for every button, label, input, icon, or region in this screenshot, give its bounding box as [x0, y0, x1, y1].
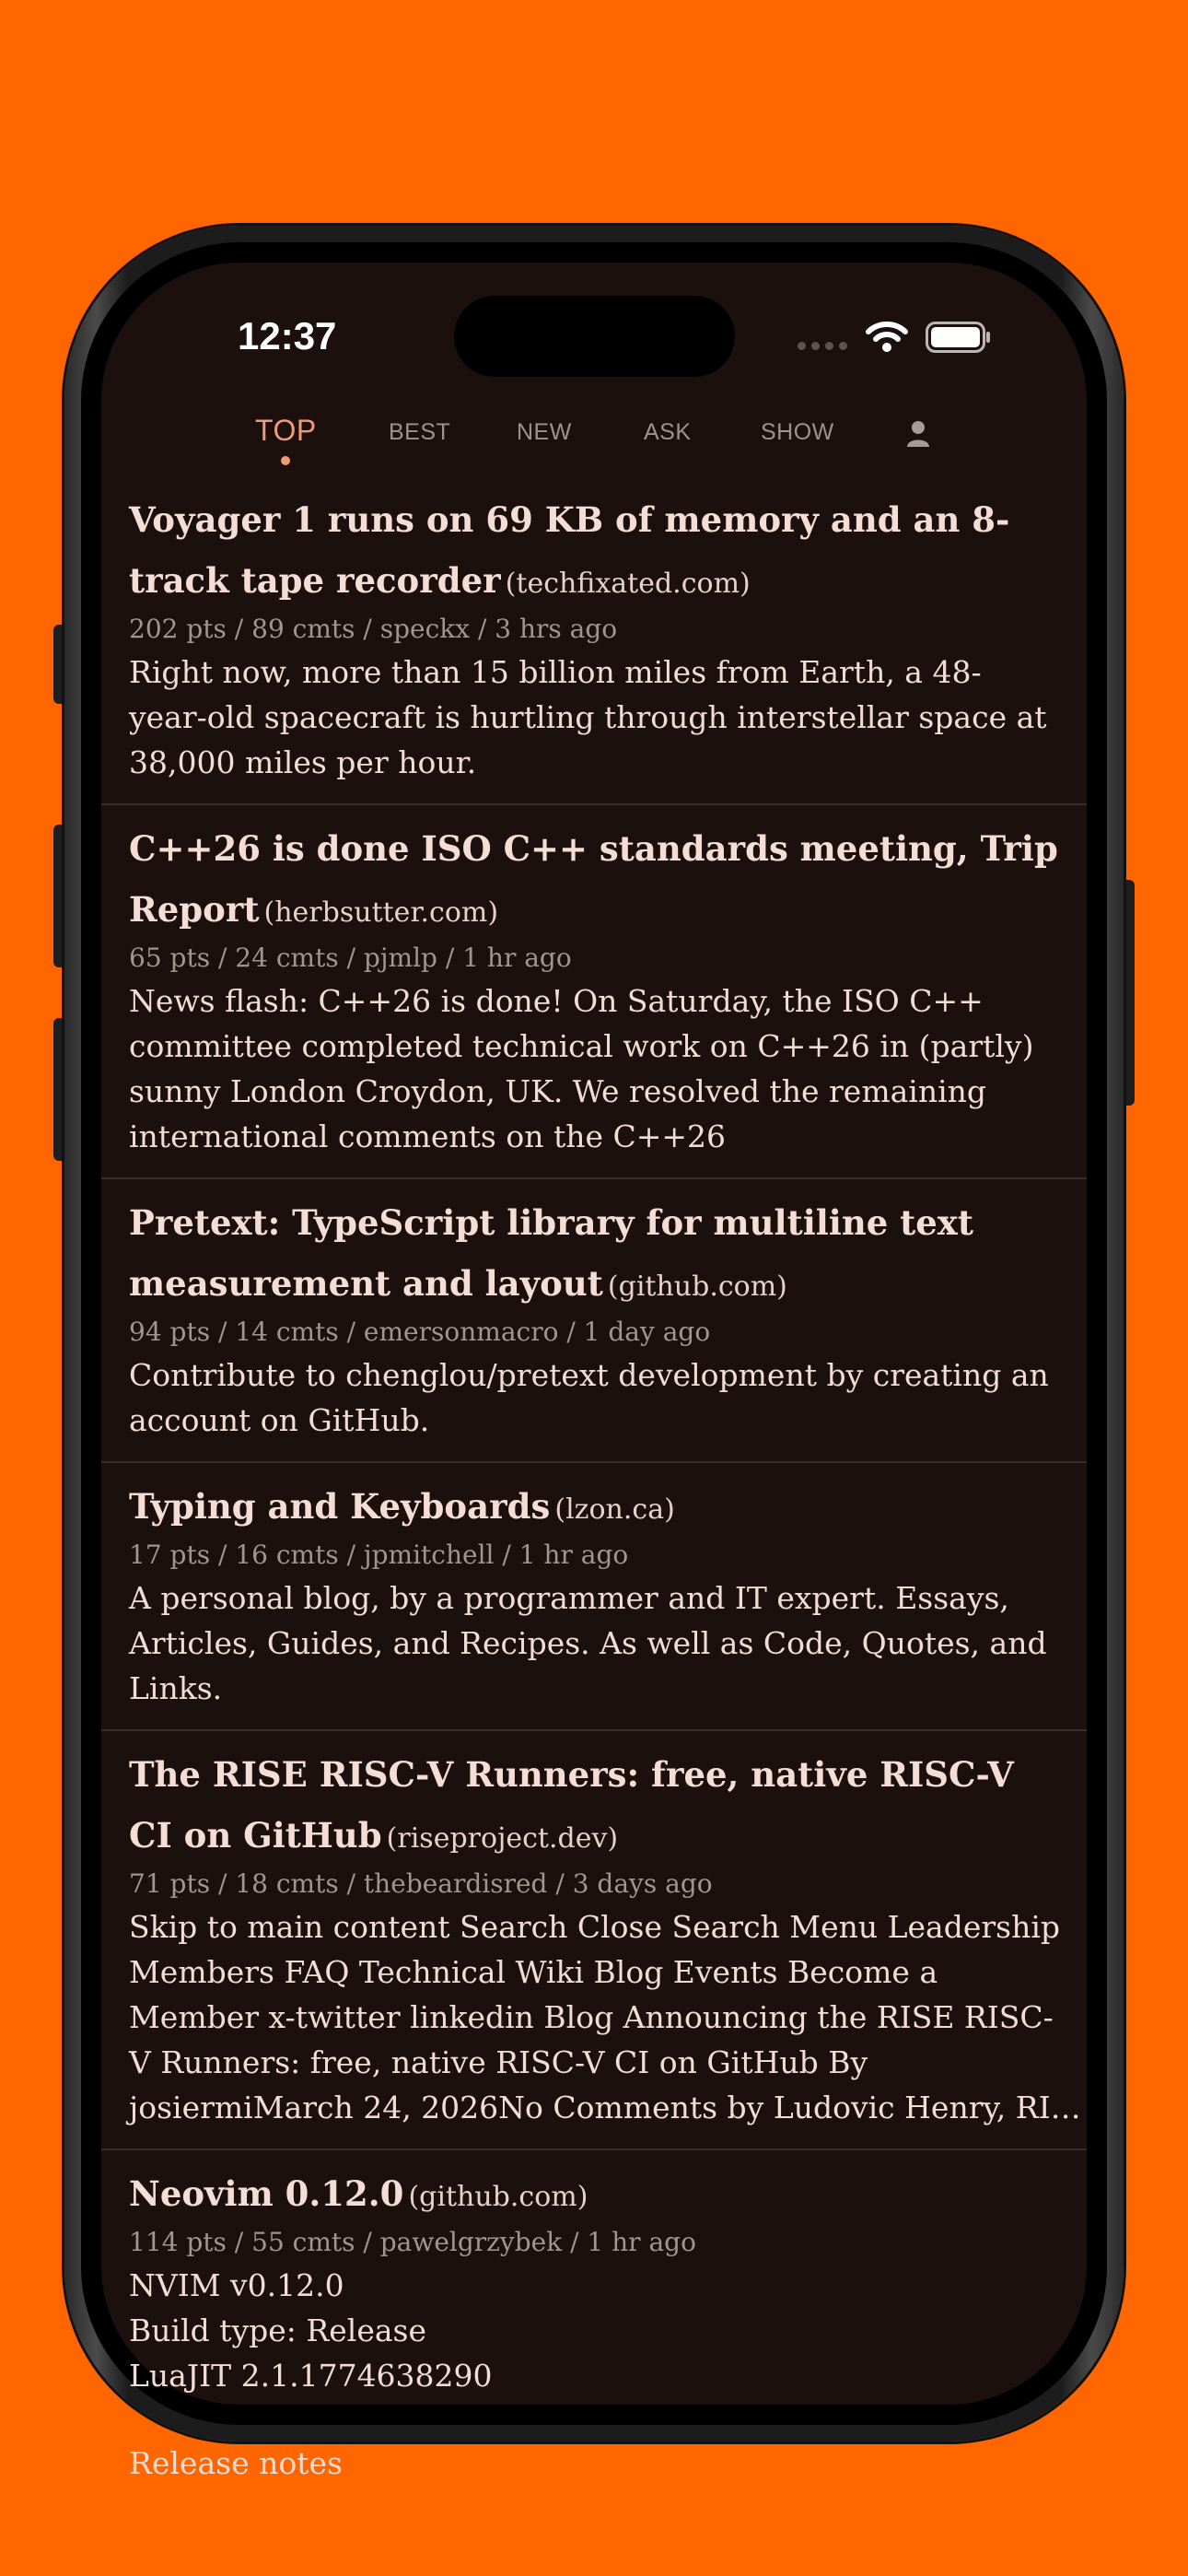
- story-meta: 17 pts / 16 cmts / jpmitchell / 1 hr ago: [129, 1540, 629, 1570]
- excerpt-line: Build type: Release: [129, 2313, 426, 2348]
- story-title[interactable]: Voyager 1 runs on 69 KB of memory and an 8-track tape recorder: [129, 499, 1010, 601]
- story-title[interactable]: Pretext: TypeScript library for multiline text measurement and layout: [129, 1202, 973, 1304]
- story-meta: 65 pts / 24 cmts / pjmlp / 1 hr ago: [129, 943, 572, 973]
- excerpt-line: NVIM v0.12.0: [129, 2267, 344, 2303]
- story-item[interactable]: [101, 805, 1087, 1179]
- story-excerpt: A personal blog, by a programmer and IT expert. Essays, Articles, Guides, and Recipes. As well as Code, Quotes, and Links.: [129, 1580, 1047, 1706]
- excerpt-line: LuaJIT 2.1.1774638290: [129, 2358, 493, 2394]
- feed-tabs: [101, 414, 1087, 493]
- story-excerpt: News flash: C++26 is done! On Saturday, the ISO C++ committee completed technical work on C++26 in (partly) sunny London Croydon, UK. We resolved the remaining international comments on the C++26: [129, 983, 1034, 1154]
- story-item[interactable]: [101, 493, 1087, 805]
- story-domain: (github.com): [408, 2181, 588, 2213]
- story-meta: 71 pts / 18 cmts / thebeardisred / 3 days ago: [129, 1868, 713, 1899]
- story-excerpt: [129, 1904, 1081, 2130]
- story-headline: [129, 2150, 1059, 2228]
- tab-show[interactable]: SHOW: [761, 419, 834, 445]
- cellular-signal-icon: [798, 342, 847, 350]
- tab-top[interactable]: TOP: [255, 414, 317, 447]
- story-domain: (riseproject.dev): [386, 1822, 619, 1855]
- excerpt-line: V Runners: free, native RISC-V CI on GitHub By: [129, 2044, 868, 2080]
- story-domain: (lzon.ca): [554, 1493, 675, 1526]
- excerpt-line: Member x-twitter linkedin Blog Announcing the RISE RISC-: [129, 1999, 1054, 2035]
- dynamic-island: [454, 296, 735, 377]
- story-meta: 202 pts / 89 cmts / speckx / 3 hrs ago: [129, 614, 618, 644]
- story-headline: [129, 1463, 1059, 1540]
- story-excerpt: Right now, more than 15 billion miles from Earth, a 48-year-old spacecraft is hurtling through interstellar space at 38,000 miles per hour.: [129, 654, 1047, 780]
- excerpt-line: Members FAQ Technical Wiki Blog Events Become a: [129, 1954, 938, 1990]
- active-tab-indicator: [281, 456, 290, 465]
- user-icon[interactable]: [905, 419, 931, 449]
- battery-icon: [926, 322, 992, 353]
- story-item[interactable]: [101, 1463, 1087, 1731]
- screen: [101, 263, 1087, 2481]
- story-headline: [129, 493, 1059, 615]
- tab-new[interactable]: NEW: [517, 419, 572, 445]
- story-headline: [129, 805, 1059, 943]
- story-domain: (herbsutter.com): [263, 896, 499, 929]
- story-excerpt: Contribute to chenglou/pretext development by creating an account on GitHub.: [129, 1357, 1049, 1438]
- story-item[interactable]: [101, 1179, 1087, 1463]
- story-list: [101, 493, 1087, 2504]
- status-bar: [101, 263, 1087, 410]
- tab-ask[interactable]: ASK: [644, 419, 692, 445]
- story-title[interactable]: Neovim 0.12.0: [129, 2173, 404, 2214]
- wifi-icon: [866, 320, 908, 353]
- status-time: 12:37: [238, 314, 337, 357]
- story-meta: 114 pts / 55 cmts / pawelgrzybek / 1 hr ago: [129, 2227, 696, 2257]
- story-headline: [129, 1179, 1059, 1317]
- story-meta: 94 pts / 14 cmts / emersonmacro / 1 day ago: [129, 1317, 711, 1347]
- tab-best[interactable]: BEST: [389, 419, 451, 445]
- story-excerpt: [129, 2263, 1059, 2486]
- story-headline: [129, 1731, 1059, 1869]
- power-button: [1122, 880, 1135, 1106]
- story-title[interactable]: Typing and Keyboards: [129, 1486, 551, 1527]
- story-item[interactable]: [101, 1731, 1087, 2150]
- story-title[interactable]: The RISE RISC-V Runners: free, native RISC-V CI on GitHub: [129, 1754, 1014, 1856]
- release-notes-heading: Release notes: [129, 2445, 343, 2481]
- story-domain: (techfixated.com): [505, 568, 751, 600]
- story-domain: (github.com): [607, 1270, 787, 1303]
- excerpt-line: josiermiMarch 24, 2026No Comments by Ludovic Henry, RI…: [129, 2090, 1081, 2125]
- story-title[interactable]: C++26 is done ISO C++ standards meeting, Trip Report: [129, 828, 1058, 930]
- story-item[interactable]: [101, 2150, 1087, 2504]
- excerpt-line: Skip to main content Search Close Search Menu Leadership: [129, 1909, 1061, 1945]
